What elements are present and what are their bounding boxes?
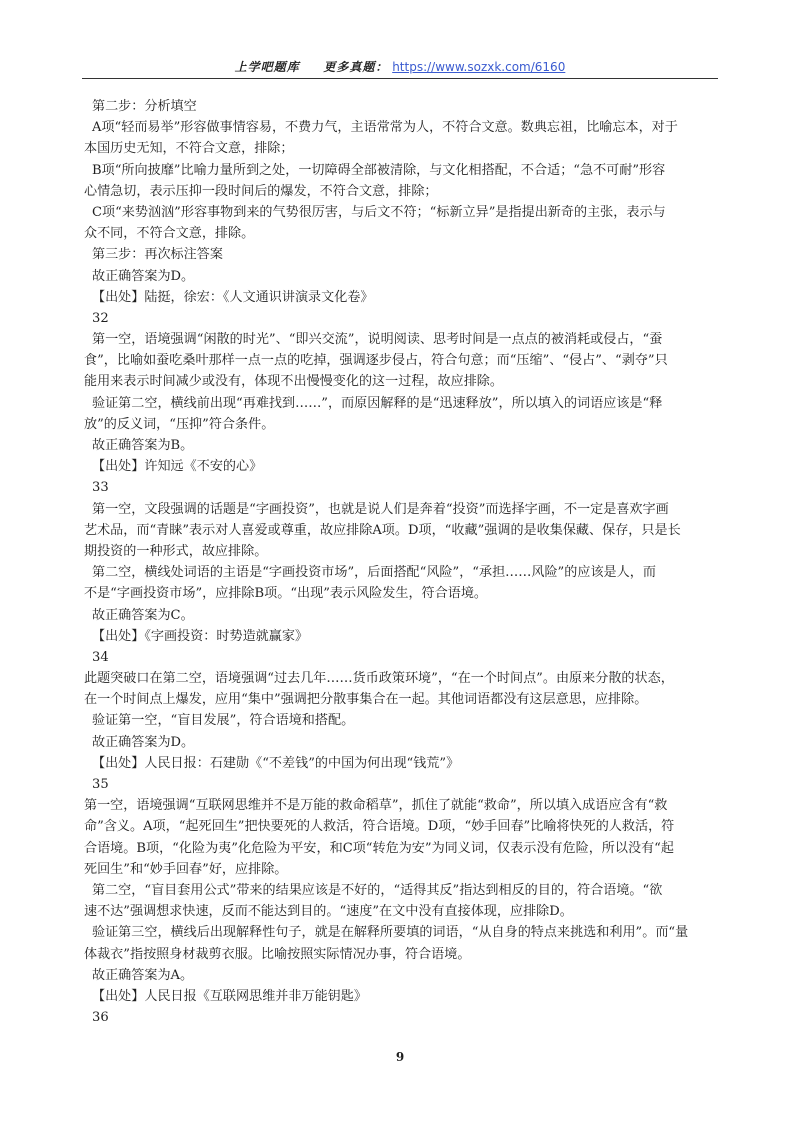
header-url-link[interactable]: https://www.sozxk.com/6160 bbox=[392, 60, 566, 74]
text-line: 本国历史无知，不符合文意，排除； bbox=[84, 141, 294, 157]
text-line: 【出处】陆挺，徐宏：《人文通识讲演录文化卷》 bbox=[92, 289, 374, 305]
page-header bbox=[0, 58, 800, 75]
text-line: 【出处】人民日报：石建勋《“不差钱”的中国为何出现“钱荒”》 bbox=[92, 755, 460, 771]
text-line: C项“来势汹汹”形容事物到来的气势很厉害，与后文不符；“标新立异”是指提出新奇的主张，表示与 bbox=[92, 204, 666, 220]
text-line: 众不同，不符合文意，排除。 bbox=[84, 226, 255, 242]
text-line: 32 bbox=[92, 310, 109, 326]
text-line: 验证第一空，“盲目发展”，符合语境和搭配。 bbox=[92, 713, 355, 729]
text-line: 34 bbox=[92, 649, 109, 665]
text-line: 故正确答案为D。 bbox=[92, 268, 195, 284]
header-divider bbox=[82, 78, 718, 79]
text-line: 食”，比喻如蚕吃桑叶那样一点一点的吃掉，强调逐步侵占，符合句意；而“压缩”、“侵占”、“剥夺”只 bbox=[84, 353, 668, 369]
text-line: 第一空，语境强调“互联网思维并不是万能的救命稻草”，抓住了就能“救命”，所以填入成语应含有“救 bbox=[84, 798, 668, 814]
text-line: 【出处】人民日报《互联网思维并非万能钥匙》 bbox=[92, 988, 367, 1004]
text-line: 此题突破口在第二空，语境强调“过去几年……货币政策环境”，“在一个时间点”。由原来分散的状态， bbox=[84, 671, 674, 687]
text-line: 第二空，“盲目套用公式”带来的结果应该是不好的，“适得其反”指达到相反的目的，符合语境。“欲 bbox=[92, 882, 663, 898]
text-line: 第二空，横线处词语的主语是“字画投资市场”，后面搭配“风险”，“承担……风险”的应该是人，而 bbox=[92, 565, 656, 581]
header-brand: 上学吧题库 bbox=[234, 60, 300, 74]
text-line: 第二步：分析填空 bbox=[92, 99, 197, 114]
text-line: 第一空，文段强调的话题是“字画投资”，也就是说人们是奔着“投资”而选择字画，不一定是喜欢字画 bbox=[92, 501, 669, 517]
text-line: 故正确答案为D。 bbox=[92, 734, 195, 750]
text-line: 放”的反义词，“压抑”符合条件。 bbox=[84, 416, 275, 432]
text-line: 心情急切，表示压抑一段时间后的爆发，不符合文意，排除； bbox=[84, 183, 438, 199]
header-more-label: 更多真题： bbox=[323, 60, 389, 74]
text-line: 能用来表示时间减少或没有，体现不出慢慢变化的这一过程，故应排除。 bbox=[84, 374, 503, 390]
document-body bbox=[84, 96, 720, 1028]
text-line: 第三步：再次标注答案 bbox=[92, 247, 223, 263]
text-line: 速不达”强调想求快速，反而不能达到目的。“速度”在文中没有直接体现，应排除D。 bbox=[84, 904, 573, 920]
text-line: 故正确答案为A。 bbox=[92, 967, 194, 983]
text-line: 不是“字画投资市场”，应排除B项。“出现”表示风险发生，符合语境。 bbox=[84, 586, 488, 602]
text-line: 33 bbox=[92, 480, 109, 496]
text-line: 期投资的一种形式，故应排除。 bbox=[84, 543, 268, 559]
text-line: 35 bbox=[92, 777, 109, 792]
text-line: 在一个时间点上爆发，应用“集中”强调把分散事集合在一起。其他词语都没有这层意思，应排除。 bbox=[84, 692, 648, 708]
text-line: 故正确答案为B。 bbox=[92, 438, 194, 453]
text-line: 艺术品，而“青睐”表示对人喜爱或尊重，故应排除A项。D项，“收藏”强调的是收集保藏、保存，只是长 bbox=[84, 522, 681, 538]
text-line: 死回生”和“妙手回春”好，应排除。 bbox=[84, 861, 288, 877]
text-line: 【出处】许知远《不安的心》 bbox=[92, 459, 263, 475]
text-line: 合语境。B项，“化险为夷”化危险为平安，和C项“转危为安”为同义词，仅表示没有危险，所以没有“起 bbox=[84, 840, 674, 856]
text-line: 【出处】《字画投资：时势造就赢家》 bbox=[92, 628, 309, 644]
text-line: 第一空，语境强调“闲散的时光”、“即兴交流”，说明阅读、思考时间是一点点的被消耗或侵占，“蚕 bbox=[92, 332, 663, 348]
text-line: 验证第三空，横线后出现解释性句子，就是在解释所要填的词语，“从自身的特点来挑选和利用”。而“量 bbox=[92, 925, 689, 941]
text-line: 验证第二空，横线前出现“再难找到……”，而原因解释的是“迅速释放”，所以填入的词语应该是“释 bbox=[92, 395, 663, 411]
text-line: 36 bbox=[92, 1010, 109, 1026]
text-line: B项“所向披靡”比喻力量所到之处，一切障碍全部被清除，与文化相搭配，不合适；“急不可耐”形容 bbox=[92, 162, 666, 178]
page-number: 9 bbox=[395, 1050, 405, 1064]
text-line: 命”含义。A项，“起死回生”把快要死的人救活，符合语境。D项，“妙手回春”比喻将快死的人救活，符 bbox=[84, 819, 675, 835]
text-line: 故正确答案为C。 bbox=[92, 607, 194, 623]
text-line: 体裁衣”指按照身材裁剪衣服。比喻按照实际情况办事，符合语境。 bbox=[84, 946, 471, 962]
text-line: A项“轻而易举”形容做事情容易，不费力气，主语常常为人，不符合文意。数典忘祖，比喻忘本，对于 bbox=[92, 120, 678, 136]
